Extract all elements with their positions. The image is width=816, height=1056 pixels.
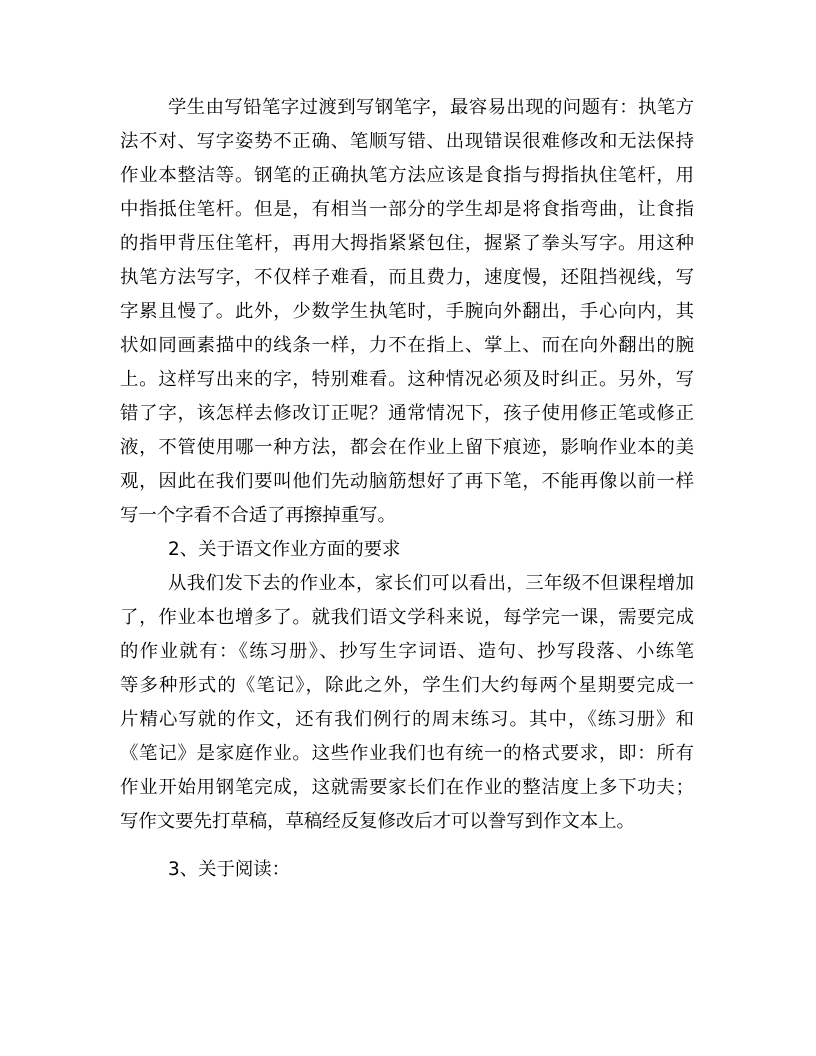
paragraph-1-line: 学生由写铅笔字过渡到写钢笔字，最容易出现的问题有：执笔方 <box>168 97 694 118</box>
paragraph-1-line: 液，不管使用哪一种方法，都会在作业上留下痕迹，影响作业本的美 <box>120 437 694 458</box>
paragraph-1-line: 写一个字看不合适了再擦掉重写。 <box>120 505 396 526</box>
paragraph-2-line: 等多种形式的《笔记》，除此之外，学生们大约每两个星期要完成一 <box>120 675 694 696</box>
paragraph-2-line: 写作文要先打草稿，草稿经反复修改后才可以誊写到作文本上。 <box>120 811 635 832</box>
paragraph-1-line: 法不对、写字姿势不正确、笔顺写错、出现错误很难修改和无法保持 <box>120 131 694 152</box>
paragraph-1-line: 作业本整洁等。钢笔的正确执笔方法应该是食指与拇指执住笔杆，用 <box>120 165 694 186</box>
paragraph-1-line: 状如同画素描中的线条一样，力不在指上、掌上、而在向外翻出的腕 <box>120 335 694 356</box>
section-heading-2: 2、关于语文作业方面的要求 <box>168 539 401 560</box>
paragraph-1-line: 执笔方法写字，不仅样子难看，而且费力，速度慢，还阻挡视线，写 <box>120 267 694 288</box>
paragraph-2-line: 从我们发下去的作业本，家长们可以看出，三年级不但课程增加 <box>168 573 694 594</box>
paragraph-2-line: 的作业就有：《练习册》、抄写生字词语、造句、抄写段落、小练笔 <box>120 641 694 662</box>
paragraph-2-line: 作业开始用钢笔完成，这就需要家长们在作业的整洁度上多下功夫； <box>120 777 694 798</box>
paragraph-1-line: 观，因此在我们要叫他们先动脑筋想好了再下笔，不能再像以前一样 <box>120 471 694 492</box>
paragraph-2-line: 《笔记》是家庭作业。这些作业我们也有统一的格式要求，即：所有 <box>120 743 694 764</box>
paragraph-1-line: 错了字，该怎样去修改订正呢？通常情况下，孩子使用修正笔或修正 <box>120 403 694 424</box>
paragraph-1-line: 的指甲背压住笔杆，再用大拇指紧紧包住，握紧了拳头写字。用这种 <box>120 233 694 254</box>
paragraph-1-line: 中指抵住笔杆。但是，有相当一部分的学生却是将食指弯曲，让食指 <box>120 199 694 220</box>
paragraph-1-line: 字累且慢了。此外，少数学生执笔时，手腕向外翻出，手心向内，其 <box>120 301 694 322</box>
paragraph-1-line: 上。这样写出来的字，特别难看。这种情况必须及时纠正。另外，写 <box>120 369 694 390</box>
section-heading-3: 3、关于阅读： <box>168 859 291 880</box>
paragraph-2-line: 片精心写就的作文，还有我们例行的周末练习。其中，《练习册》和 <box>120 709 694 730</box>
paragraph-2-line: 了，作业本也增多了。就我们语文学科来说，每学完一课，需要完成 <box>120 607 694 628</box>
